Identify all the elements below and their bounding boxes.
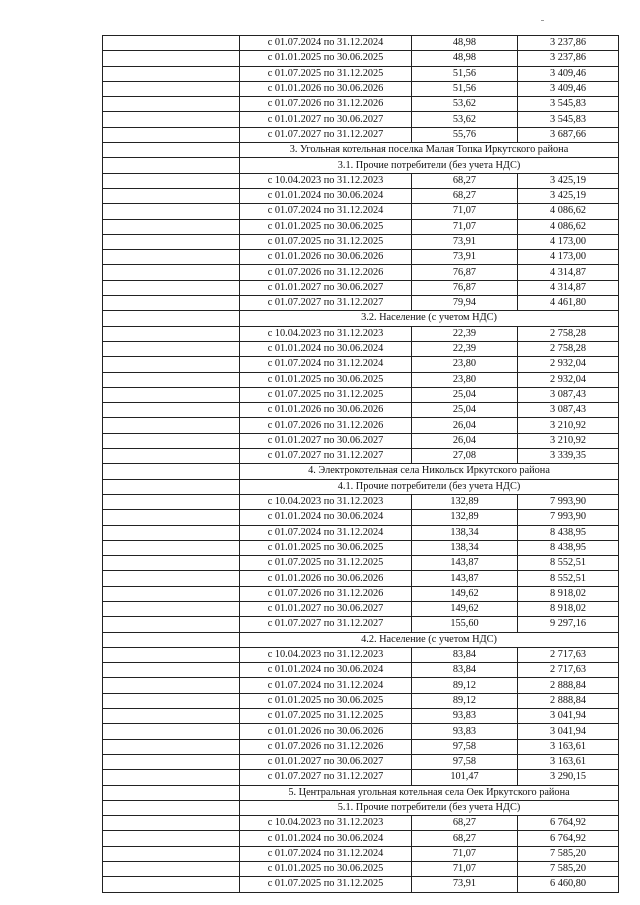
period-cell: с 01.01.2027 по 30.06.2027 xyxy=(240,433,412,448)
table-row xyxy=(103,739,619,754)
period-cell: с 10.04.2023 по 31.12.2023 xyxy=(240,326,412,341)
table-row xyxy=(103,693,619,708)
tariff-cell: 3 687,66 xyxy=(518,127,619,142)
section-header-row xyxy=(103,800,619,815)
section-header-row xyxy=(103,158,619,173)
table-row xyxy=(103,647,619,662)
tariff-cell: 3 339,35 xyxy=(518,449,619,464)
table-row xyxy=(103,556,619,571)
period-cell: с 01.01.2024 по 30.06.2024 xyxy=(240,831,412,846)
value-cell: 73,91 xyxy=(412,877,518,892)
blank-cell xyxy=(103,81,240,96)
value-cell: 93,83 xyxy=(412,724,518,739)
tariff-cell: 3 409,46 xyxy=(518,81,619,96)
tariff-cell: 3 041,94 xyxy=(518,724,619,739)
period-cell: с 01.01.2027 по 30.06.2027 xyxy=(240,280,412,295)
blank-cell xyxy=(103,387,240,402)
table-row xyxy=(103,387,619,402)
table-row xyxy=(103,234,619,249)
period-cell: с 01.07.2024 по 31.12.2024 xyxy=(240,525,412,540)
period-cell: с 01.07.2027 по 31.12.2027 xyxy=(240,770,412,785)
tariff-cell: 7 585,20 xyxy=(518,846,619,861)
tariff-cell: 2 932,04 xyxy=(518,372,619,387)
blank-cell xyxy=(103,862,240,877)
period-cell: с 01.07.2024 по 31.12.2024 xyxy=(240,678,412,693)
table-row xyxy=(103,36,619,51)
table-row xyxy=(103,341,619,356)
value-cell: 97,58 xyxy=(412,739,518,754)
table-row xyxy=(103,816,619,831)
tariff-cell: 4 461,80 xyxy=(518,296,619,311)
period-cell: с 01.07.2025 по 31.12.2025 xyxy=(240,66,412,81)
blank-cell xyxy=(103,540,240,555)
tariff-cell: 4 086,62 xyxy=(518,219,619,234)
blank-cell xyxy=(103,494,240,509)
blank-cell xyxy=(103,525,240,540)
value-cell: 55,76 xyxy=(412,127,518,142)
value-cell: 138,34 xyxy=(412,525,518,540)
value-cell: 51,56 xyxy=(412,66,518,81)
period-cell: с 01.01.2026 по 30.06.2026 xyxy=(240,81,412,96)
tariff-cell: 2 758,28 xyxy=(518,326,619,341)
tariff-cell: 2 888,84 xyxy=(518,693,619,708)
table-row xyxy=(103,112,619,127)
value-cell: 155,60 xyxy=(412,617,518,632)
value-cell: 71,07 xyxy=(412,219,518,234)
blank-cell xyxy=(103,280,240,295)
table-row xyxy=(103,525,619,540)
blank-cell xyxy=(103,112,240,127)
tariff-cell: 8 438,95 xyxy=(518,540,619,555)
scan-mark xyxy=(541,20,544,21)
period-cell: с 01.07.2026 по 31.12.2026 xyxy=(240,739,412,754)
table-row xyxy=(103,831,619,846)
tariff-cell: 3 425,19 xyxy=(518,188,619,203)
period-cell: с 01.01.2025 по 30.06.2025 xyxy=(240,540,412,555)
value-cell: 83,84 xyxy=(412,647,518,662)
period-cell: с 01.07.2024 по 31.12.2024 xyxy=(240,204,412,219)
value-cell: 93,83 xyxy=(412,709,518,724)
table-row xyxy=(103,510,619,525)
table-row xyxy=(103,265,619,280)
blank-cell xyxy=(103,234,240,249)
tariff-cell: 7 585,20 xyxy=(518,862,619,877)
table-row xyxy=(103,372,619,387)
value-cell: 71,07 xyxy=(412,204,518,219)
table-row xyxy=(103,403,619,418)
table-row xyxy=(103,663,619,678)
table-row xyxy=(103,204,619,219)
value-cell: 89,12 xyxy=(412,678,518,693)
tariff-cell: 7 993,90 xyxy=(518,510,619,525)
period-cell: с 01.01.2027 по 30.06.2027 xyxy=(240,754,412,769)
table-row xyxy=(103,97,619,112)
blank-cell xyxy=(103,479,240,494)
tariff-cell: 3 545,83 xyxy=(518,97,619,112)
value-cell: 23,80 xyxy=(412,372,518,387)
blank-cell xyxy=(103,36,240,51)
period-cell: с 01.07.2026 по 31.12.2026 xyxy=(240,97,412,112)
tariff-cell: 4 173,00 xyxy=(518,234,619,249)
tariff-cell: 3 409,46 xyxy=(518,66,619,81)
section-header-row xyxy=(103,632,619,647)
blank-cell xyxy=(103,510,240,525)
table-row xyxy=(103,877,619,892)
period-cell: с 01.01.2026 по 30.06.2026 xyxy=(240,724,412,739)
period-cell: с 01.01.2027 по 30.06.2027 xyxy=(240,112,412,127)
tariff-cell: 3 237,86 xyxy=(518,36,619,51)
period-cell: с 01.07.2026 по 31.12.2026 xyxy=(240,586,412,601)
blank-cell xyxy=(103,724,240,739)
value-cell: 149,62 xyxy=(412,601,518,616)
blank-cell xyxy=(103,219,240,234)
period-cell: с 01.07.2027 по 31.12.2027 xyxy=(240,296,412,311)
tariff-cell: 8 552,51 xyxy=(518,571,619,586)
table-row xyxy=(103,601,619,616)
blank-cell xyxy=(103,250,240,265)
period-cell: с 01.01.2027 по 30.06.2027 xyxy=(240,601,412,616)
period-cell: с 01.01.2026 по 30.06.2026 xyxy=(240,250,412,265)
period-cell: с 01.01.2024 по 30.06.2024 xyxy=(240,510,412,525)
section-header: 4.2. Население (с учетом НДС) xyxy=(240,632,619,647)
table-row xyxy=(103,709,619,724)
tariff-cell: 3 163,61 xyxy=(518,754,619,769)
tariff-cell: 2 717,63 xyxy=(518,663,619,678)
section-header: 4. Электрокотельная села Никольск Иркутского района xyxy=(240,464,619,479)
blank-cell xyxy=(103,663,240,678)
period-cell: с 01.07.2027 по 31.12.2027 xyxy=(240,127,412,142)
table-row xyxy=(103,846,619,861)
blank-cell xyxy=(103,678,240,693)
table-row xyxy=(103,754,619,769)
value-cell: 68,27 xyxy=(412,816,518,831)
blank-cell xyxy=(103,66,240,81)
blank-cell xyxy=(103,571,240,586)
blank-cell xyxy=(103,143,240,158)
table-row xyxy=(103,188,619,203)
tariff-cell: 3 163,61 xyxy=(518,739,619,754)
tariff-cell: 3 210,92 xyxy=(518,418,619,433)
table-row xyxy=(103,127,619,142)
blank-cell xyxy=(103,51,240,66)
tariff-cell: 4 086,62 xyxy=(518,204,619,219)
tariff-cell: 9 297,16 xyxy=(518,617,619,632)
blank-cell xyxy=(103,127,240,142)
tariff-table-wrapper xyxy=(102,35,618,893)
blank-cell xyxy=(103,831,240,846)
section-header: 5. Центральная угольная котельная села Оек Иркутского района xyxy=(240,785,619,800)
blank-cell xyxy=(103,632,240,647)
table-row xyxy=(103,494,619,509)
value-cell: 83,84 xyxy=(412,663,518,678)
tariff-cell: 3 425,19 xyxy=(518,173,619,188)
table-row xyxy=(103,81,619,96)
tariff-cell: 4 314,87 xyxy=(518,280,619,295)
blank-cell xyxy=(103,341,240,356)
table-row xyxy=(103,51,619,66)
blank-cell xyxy=(103,449,240,464)
table-row xyxy=(103,862,619,877)
tariff-cell: 8 552,51 xyxy=(518,556,619,571)
blank-cell xyxy=(103,647,240,662)
table-row xyxy=(103,296,619,311)
blank-cell xyxy=(103,556,240,571)
value-cell: 68,27 xyxy=(412,173,518,188)
section-header: 5.1. Прочие потребители (без учета НДС) xyxy=(240,800,619,815)
tariff-cell: 4 173,00 xyxy=(518,250,619,265)
value-cell: 89,12 xyxy=(412,693,518,708)
value-cell: 149,62 xyxy=(412,586,518,601)
table-row xyxy=(103,724,619,739)
value-cell: 143,87 xyxy=(412,556,518,571)
period-cell: с 01.01.2025 по 30.06.2025 xyxy=(240,372,412,387)
blank-cell xyxy=(103,785,240,800)
blank-cell xyxy=(103,326,240,341)
period-cell: с 10.04.2023 по 31.12.2023 xyxy=(240,816,412,831)
period-cell: с 01.07.2024 по 31.12.2024 xyxy=(240,357,412,372)
period-cell: с 01.01.2025 по 30.06.2025 xyxy=(240,51,412,66)
value-cell: 73,91 xyxy=(412,250,518,265)
blank-cell xyxy=(103,97,240,112)
blank-cell xyxy=(103,357,240,372)
blank-cell xyxy=(103,372,240,387)
section-header: 3. Угольная котельная поселка Малая Топка Иркутского района xyxy=(240,143,619,158)
tariff-cell: 2 758,28 xyxy=(518,341,619,356)
section-header-row xyxy=(103,143,619,158)
section-header: 4.1. Прочие потребители (без учета НДС) xyxy=(240,479,619,494)
value-cell: 53,62 xyxy=(412,112,518,127)
blank-cell xyxy=(103,204,240,219)
period-cell: с 01.07.2024 по 31.12.2024 xyxy=(240,846,412,861)
value-cell: 22,39 xyxy=(412,341,518,356)
value-cell: 27,08 xyxy=(412,449,518,464)
tariff-cell: 3 237,86 xyxy=(518,51,619,66)
value-cell: 48,98 xyxy=(412,36,518,51)
value-cell: 22,39 xyxy=(412,326,518,341)
blank-cell xyxy=(103,586,240,601)
table-row xyxy=(103,571,619,586)
blank-cell xyxy=(103,770,240,785)
table-row xyxy=(103,678,619,693)
tariff-cell: 4 314,87 xyxy=(518,265,619,280)
table-row xyxy=(103,326,619,341)
period-cell: с 01.01.2026 по 30.06.2026 xyxy=(240,403,412,418)
period-cell: с 10.04.2023 по 31.12.2023 xyxy=(240,173,412,188)
value-cell: 132,89 xyxy=(412,494,518,509)
value-cell: 79,94 xyxy=(412,296,518,311)
table-row xyxy=(103,433,619,448)
value-cell: 25,04 xyxy=(412,403,518,418)
tariff-cell: 3 545,83 xyxy=(518,112,619,127)
blank-cell xyxy=(103,617,240,632)
table-row xyxy=(103,586,619,601)
period-cell: с 01.07.2025 по 31.12.2025 xyxy=(240,877,412,892)
tariff-cell: 8 918,02 xyxy=(518,586,619,601)
blank-cell xyxy=(103,296,240,311)
period-cell: с 01.01.2024 по 30.06.2024 xyxy=(240,188,412,203)
period-cell: с 01.07.2026 по 31.12.2026 xyxy=(240,418,412,433)
period-cell: с 01.01.2025 по 30.06.2025 xyxy=(240,219,412,234)
table-row xyxy=(103,66,619,81)
value-cell: 76,87 xyxy=(412,265,518,280)
section-header: 3.1. Прочие потребители (без учета НДС) xyxy=(240,158,619,173)
tariff-cell: 3 290,15 xyxy=(518,770,619,785)
period-cell: с 01.07.2025 по 31.12.2025 xyxy=(240,387,412,402)
table-row xyxy=(103,617,619,632)
blank-cell xyxy=(103,877,240,892)
period-cell: с 01.07.2025 по 31.12.2025 xyxy=(240,556,412,571)
blank-cell xyxy=(103,601,240,616)
tariff-cell: 2 932,04 xyxy=(518,357,619,372)
tariff-cell: 3 210,92 xyxy=(518,433,619,448)
value-cell: 68,27 xyxy=(412,188,518,203)
blank-cell xyxy=(103,754,240,769)
tariff-cell: 3 041,94 xyxy=(518,709,619,724)
tariff-cell: 8 918,02 xyxy=(518,601,619,616)
period-cell: с 01.07.2025 по 31.12.2025 xyxy=(240,709,412,724)
section-header: 3.2. Население (с учетом НДС) xyxy=(240,311,619,326)
value-cell: 76,87 xyxy=(412,280,518,295)
table-row xyxy=(103,449,619,464)
value-cell: 97,58 xyxy=(412,754,518,769)
blank-cell xyxy=(103,739,240,754)
value-cell: 23,80 xyxy=(412,357,518,372)
value-cell: 143,87 xyxy=(412,571,518,586)
table-row xyxy=(103,173,619,188)
blank-cell xyxy=(103,188,240,203)
tariff-cell: 3 087,43 xyxy=(518,403,619,418)
tariff-cell: 3 087,43 xyxy=(518,387,619,402)
value-cell: 26,04 xyxy=(412,418,518,433)
tariff-cell: 7 993,90 xyxy=(518,494,619,509)
table-row xyxy=(103,357,619,372)
blank-cell xyxy=(103,158,240,173)
value-cell: 132,89 xyxy=(412,510,518,525)
value-cell: 26,04 xyxy=(412,433,518,448)
value-cell: 71,07 xyxy=(412,846,518,861)
table-row xyxy=(103,540,619,555)
blank-cell xyxy=(103,800,240,815)
table-row xyxy=(103,250,619,265)
tariff-table-body xyxy=(103,36,619,893)
value-cell: 138,34 xyxy=(412,540,518,555)
tariff-cell: 6 764,92 xyxy=(518,831,619,846)
value-cell: 71,07 xyxy=(412,862,518,877)
blank-cell xyxy=(103,693,240,708)
blank-cell xyxy=(103,403,240,418)
blank-cell xyxy=(103,433,240,448)
period-cell: с 01.01.2025 по 30.06.2025 xyxy=(240,693,412,708)
table-row xyxy=(103,219,619,234)
section-header-row xyxy=(103,464,619,479)
section-header-row xyxy=(103,479,619,494)
table-row xyxy=(103,280,619,295)
value-cell: 68,27 xyxy=(412,831,518,846)
tariff-cell: 8 438,95 xyxy=(518,525,619,540)
value-cell: 25,04 xyxy=(412,387,518,402)
table-row xyxy=(103,418,619,433)
section-header-row xyxy=(103,785,619,800)
value-cell: 101,47 xyxy=(412,770,518,785)
section-header-row xyxy=(103,311,619,326)
blank-cell xyxy=(103,846,240,861)
period-cell: с 01.01.2026 по 30.06.2026 xyxy=(240,571,412,586)
blank-cell xyxy=(103,265,240,280)
tariff-table xyxy=(102,35,619,893)
blank-cell xyxy=(103,173,240,188)
value-cell: 73,91 xyxy=(412,234,518,249)
period-cell: с 01.01.2024 по 30.06.2024 xyxy=(240,663,412,678)
tariff-cell: 2 888,84 xyxy=(518,678,619,693)
blank-cell xyxy=(103,418,240,433)
period-cell: с 01.07.2024 по 31.12.2024 xyxy=(240,36,412,51)
value-cell: 48,98 xyxy=(412,51,518,66)
period-cell: с 01.07.2026 по 31.12.2026 xyxy=(240,265,412,280)
period-cell: с 01.01.2025 по 30.06.2025 xyxy=(240,862,412,877)
blank-cell xyxy=(103,709,240,724)
value-cell: 51,56 xyxy=(412,81,518,96)
blank-cell xyxy=(103,816,240,831)
blank-cell xyxy=(103,311,240,326)
period-cell: с 01.07.2025 по 31.12.2025 xyxy=(240,234,412,249)
tariff-cell: 6 764,92 xyxy=(518,816,619,831)
period-cell: с 01.01.2024 по 30.06.2024 xyxy=(240,341,412,356)
blank-cell xyxy=(103,464,240,479)
table-row xyxy=(103,770,619,785)
period-cell: с 10.04.2023 по 31.12.2023 xyxy=(240,494,412,509)
period-cell: с 01.07.2027 по 31.12.2027 xyxy=(240,449,412,464)
period-cell: с 10.04.2023 по 31.12.2023 xyxy=(240,647,412,662)
tariff-cell: 6 460,80 xyxy=(518,877,619,892)
value-cell: 53,62 xyxy=(412,97,518,112)
tariff-cell: 2 717,63 xyxy=(518,647,619,662)
period-cell: с 01.07.2027 по 31.12.2027 xyxy=(240,617,412,632)
